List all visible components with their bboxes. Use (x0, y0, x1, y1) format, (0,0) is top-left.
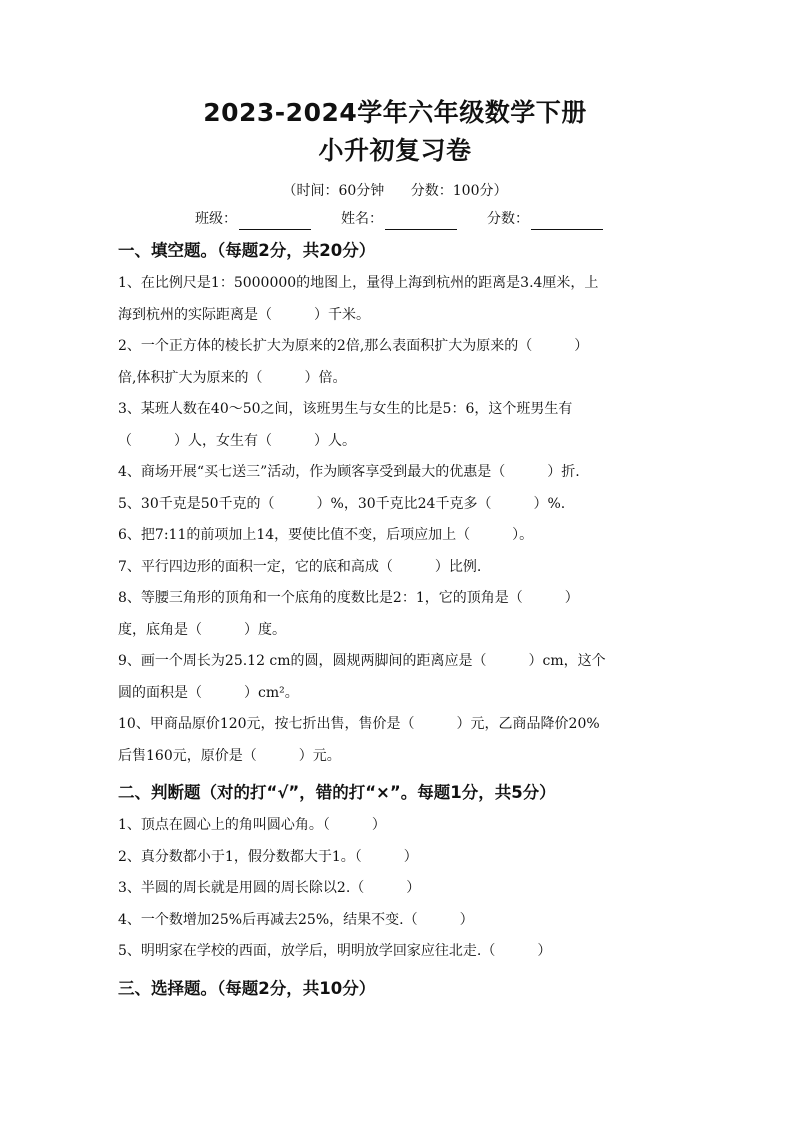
question-line: 7、平行四边形的面积一定，它的底和高成（ ）比例. (118, 558, 482, 575)
class-field[interactable] (195, 208, 311, 230)
question-line: 10、甲商品原价120元，按七折出售，售价是（ ）元，乙商品降价20% (118, 716, 600, 732)
question-line: 8、等腰三角形的顶角和一个底角的度数比是2：1，它的顶角是（ ） (118, 590, 579, 606)
question-line: 5、30千克是50千克的（ ）%，30千克比24千克多（ ）%. (118, 495, 566, 512)
score-blank[interactable] (531, 214, 603, 230)
question-line: 度，底角是（ ）度。 (118, 621, 286, 638)
section-title: 二、判断题（对的打“√”，错的打“×”。每题1分，共5分） (118, 783, 556, 802)
question-line: 2、一个正方体的棱长扩大为原来的2倍,那么表面积扩大为原来的（ ） (118, 338, 589, 354)
question-line: 倍,体积扩大为原来的（ ）倍。 (118, 369, 347, 386)
question-line: 5、明明家在学校的西面，放学后，明明放学回家应往北走.（ ） (118, 943, 552, 959)
question-line: 后售160元，原价是（ ）元。 (118, 747, 341, 764)
name-field[interactable] (341, 208, 457, 230)
question-line: 1、在比例尺是1：5000000的地图上，量得上海到杭州的距离是3.4厘米，上 (118, 275, 599, 291)
name-blank[interactable] (385, 214, 457, 230)
exam-meta (118, 180, 672, 202)
question-line: 4、一个数增加25%后再减去25%，结果不变.（ ） (118, 911, 474, 928)
section-true-false (118, 780, 672, 968)
time-info: （时间：60分钟 (282, 183, 385, 199)
score-info: 分数：100分） (410, 183, 508, 199)
section-title: 三、选择题。（每题2分，共10分） (118, 978, 376, 998)
exam-subtitle: 小升初复习卷 (318, 136, 472, 165)
name-label: 姓名： (341, 211, 383, 227)
question-line: 4、商场开展“买七送三”活动，作为顾客享受到最大的优惠是（ ）折. (118, 464, 580, 480)
section-title: 一、填空题。（每题2分，共20分） (118, 241, 376, 260)
exam-title: 2023-2024学年六年级数学下册 (203, 98, 587, 127)
score-field[interactable] (487, 208, 603, 230)
score-label: 分数： (487, 211, 529, 227)
question-line: 3、半圆的周长就是用圆的周长除以2.（ ） (118, 880, 421, 896)
class-label: 班级： (195, 211, 237, 227)
question-line: 6、把7:11的前项加上14，要使比值不变，后项应加上（ ）。 (118, 527, 534, 543)
question-line: 圆的面积是（ ）cm²。 (118, 684, 299, 701)
question-line: 3、某班人数在40～50之间，该班男生与女生的比是5：6，这个班男生有 (118, 401, 573, 417)
question-line: 1、顶点在圆心上的角叫圆心角。（ ） (118, 817, 386, 833)
question-line: 海到杭州的实际距离是（ ）千米。 (118, 306, 370, 323)
question-line: （ ）人，女生有（ ）人。 (118, 432, 356, 449)
question-line: 9、画一个周长为25.12 cm的圆，圆规两脚间的距离应是（ ）cm，这个 (118, 653, 606, 669)
class-blank[interactable] (239, 214, 311, 230)
student-info-line (118, 208, 672, 230)
section-fill-in (118, 238, 672, 772)
section-multiple-choice (118, 976, 672, 1002)
question-line: 2、真分数都小于1，假分数都大于1。（ ） (118, 848, 418, 865)
